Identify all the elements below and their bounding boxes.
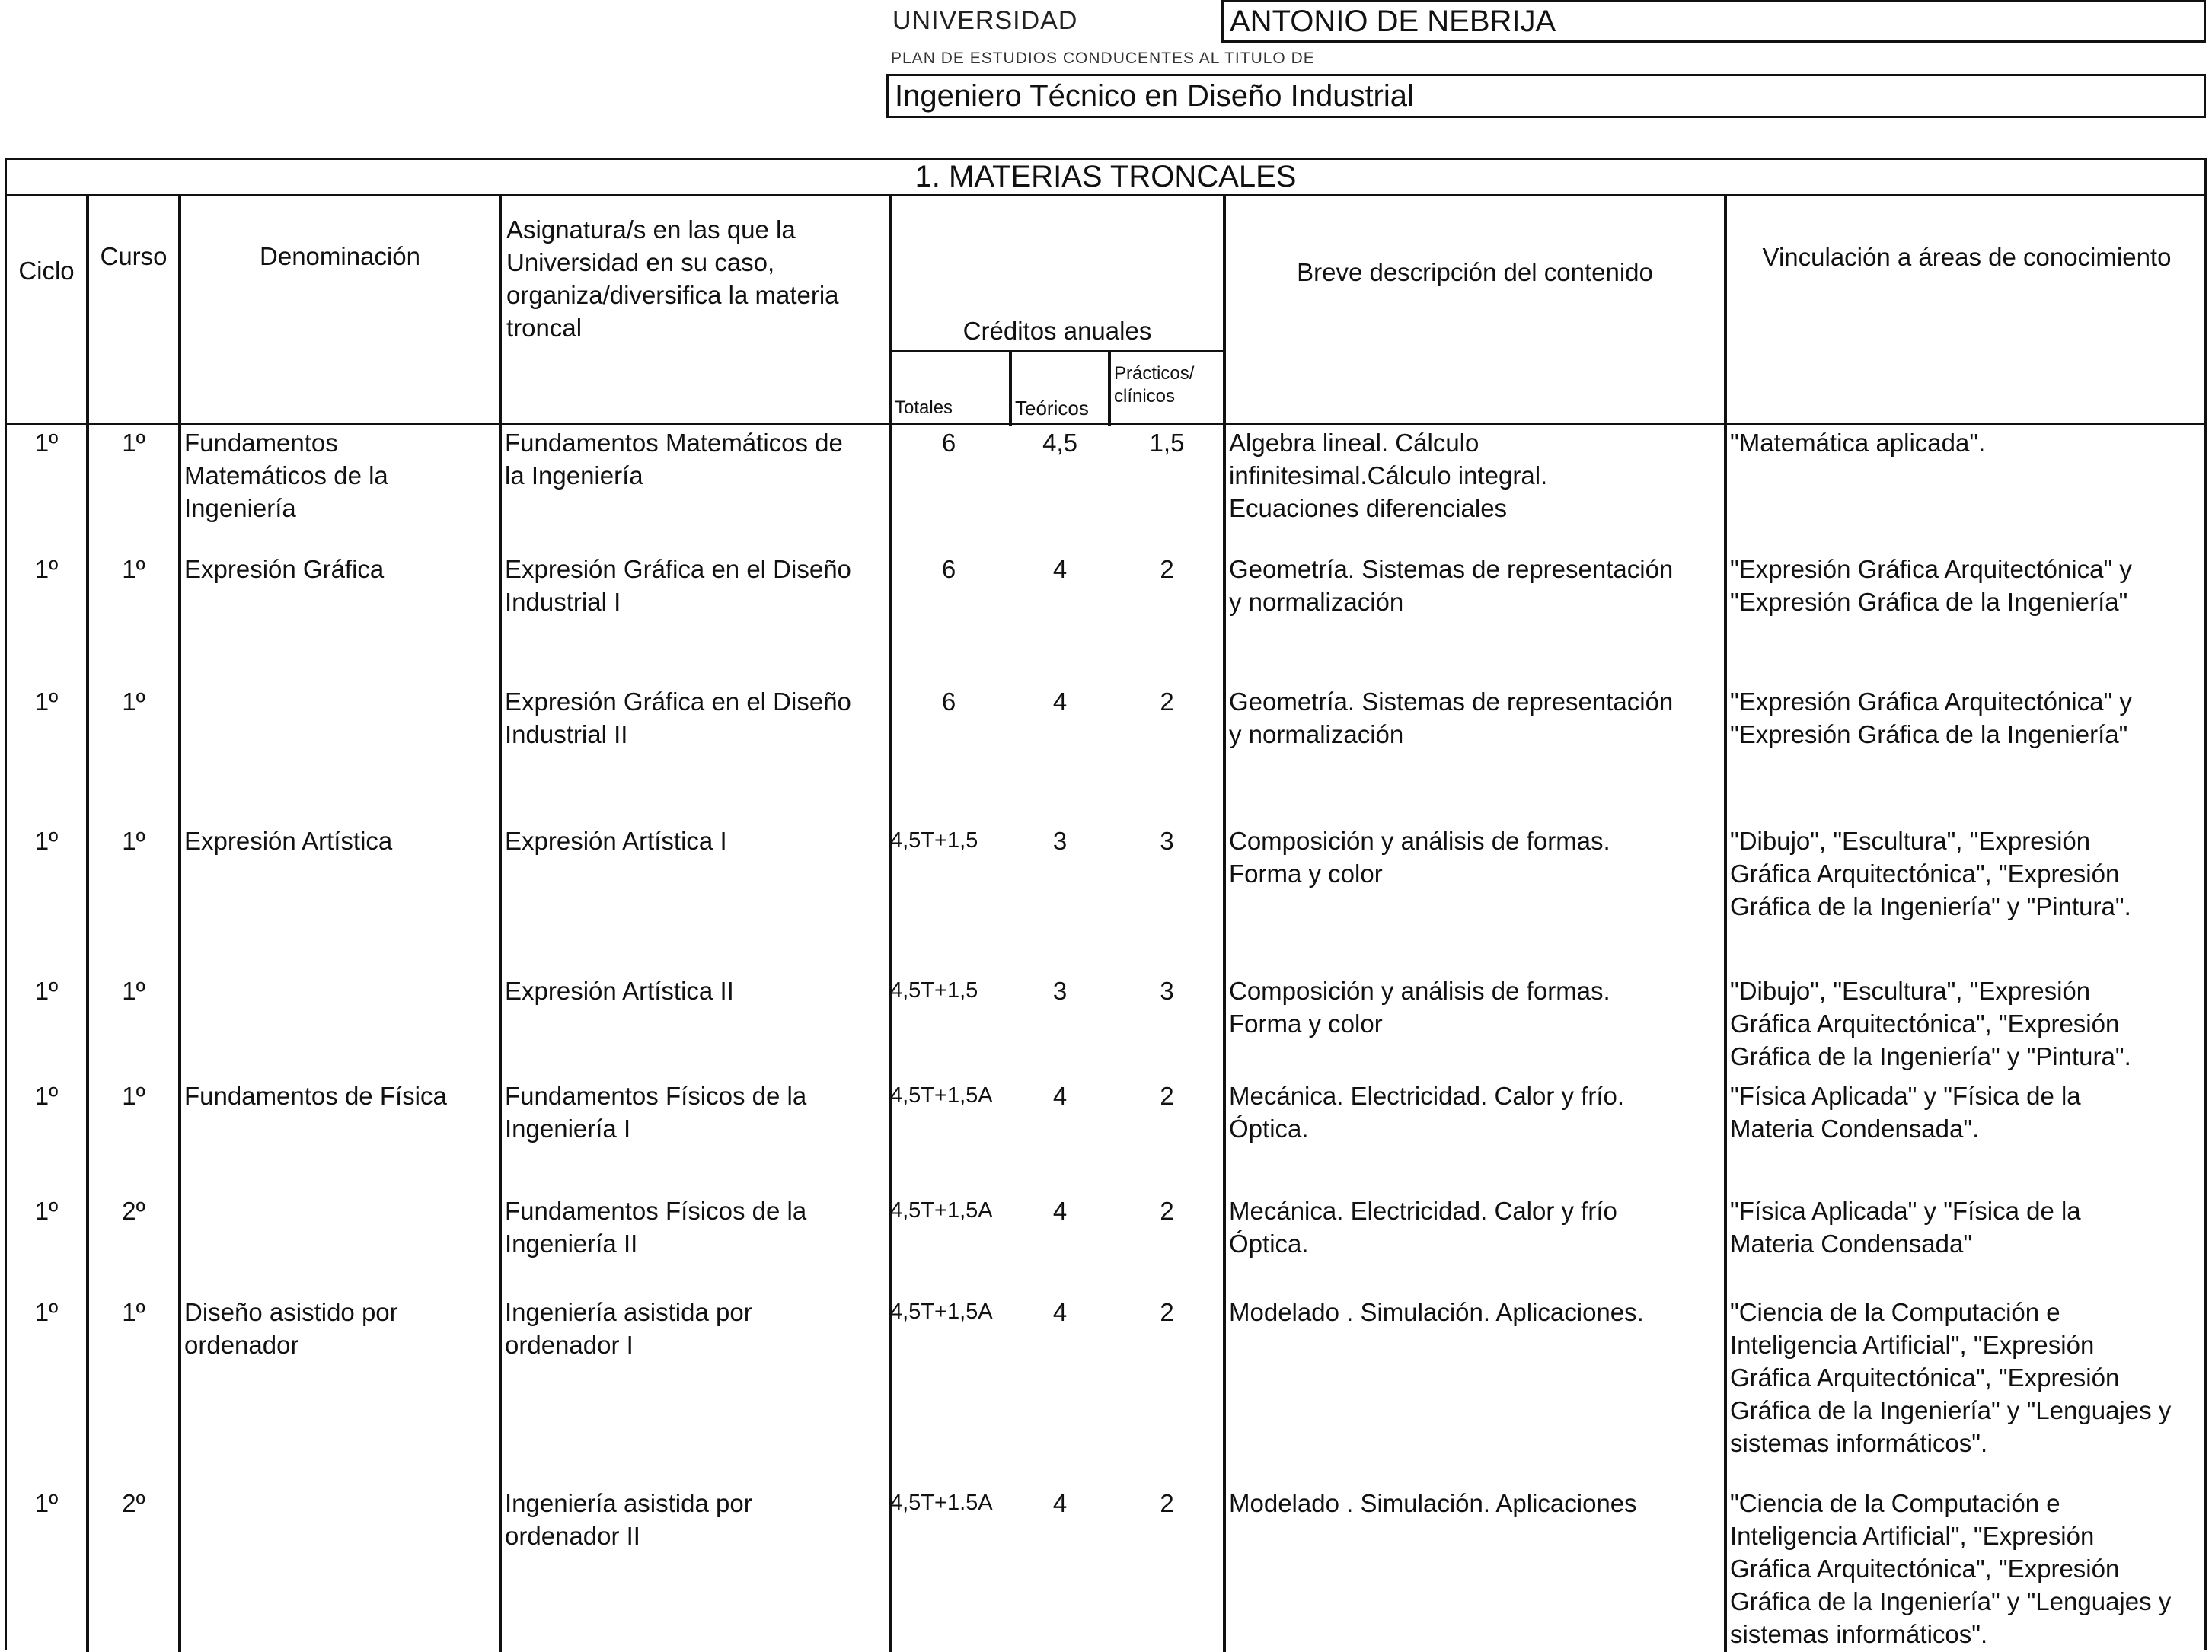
- header-teoricos: Teóricos: [1015, 397, 1089, 419]
- cell-totales: 4,5T+1,5A: [890, 1083, 993, 1108]
- cell-teoricos: 4: [1052, 1197, 1068, 1225]
- cell-practicos: 3: [1160, 977, 1174, 1005]
- cell-ciclo: 1º: [34, 827, 59, 855]
- cell-descripcion: Modelado . Simulación. Aplicaciones: [1229, 1489, 1637, 1517]
- header-practicos: Prácticos/ clínicos: [1114, 363, 1195, 407]
- header-curso: Curso: [100, 242, 168, 270]
- cell-denominacion: Fundamentos Matemáticos de la Ingeniería: [184, 429, 388, 522]
- cell-asignatura: Fundamentos Físicos de la Ingeniería II: [505, 1197, 807, 1258]
- titulo-value: Ingeniero Técnico en Diseño Industrial: [886, 74, 2206, 118]
- col-divider: [1223, 194, 1226, 1652]
- cell-practicos: 1,5: [1149, 429, 1185, 457]
- col-divider: [1724, 194, 1727, 1652]
- cell-practicos: 2: [1160, 555, 1174, 583]
- cell-curso: 1º: [122, 977, 145, 1005]
- header-ciclo: Ciclo: [18, 257, 75, 285]
- cell-denominacion: Fundamentos de Física: [184, 1082, 447, 1110]
- cell-ciclo: 1º: [34, 977, 59, 1005]
- cell-ciclo: 1º: [34, 1197, 59, 1225]
- header-vinculacion: Vinculación a áreas de conocimiento: [1762, 243, 2172, 271]
- cell-ciclo: 1º: [34, 1489, 59, 1517]
- cell-descripcion: Composición y análisis de formas. Forma y color: [1229, 977, 1610, 1038]
- cell-ciclo: 1º: [34, 687, 59, 716]
- cell-teoricos: 4: [1052, 1082, 1068, 1110]
- cell-vinculacion: "Matemática aplicada".: [1730, 429, 1986, 457]
- cell-denominacion: Expresión Artística: [184, 827, 393, 855]
- cell-curso: 2º: [122, 1197, 145, 1225]
- cell-teoricos: 4: [1052, 555, 1068, 583]
- cell-totales: 4,5T+1.5A: [890, 1491, 993, 1515]
- cell-totales: 6: [941, 687, 956, 716]
- cell-curso: 1º: [122, 1298, 145, 1326]
- cell-denominacion: Expresión Gráfica: [184, 555, 385, 583]
- table-title: 1. MATERIAS TRONCALES: [7, 160, 2204, 196]
- cell-practicos: 2: [1160, 1489, 1174, 1517]
- col-divider: [1108, 350, 1111, 426]
- cell-asignatura: Fundamentos Matemáticos de la Ingeniería: [505, 429, 843, 490]
- cell-descripcion: Geometría. Sistemas de representación y normalización: [1229, 555, 1674, 616]
- col-divider: [1009, 350, 1012, 426]
- cell-ciclo: 1º: [34, 1082, 59, 1110]
- cell-vinculacion: "Dibujo", "Escultura", "Expresión Gráfica Arquitectónica", "Expresión Gráfica de la Ingeniería" y "Pintura".: [1730, 977, 2131, 1070]
- cell-teoricos: 3: [1052, 977, 1068, 1005]
- cell-vinculacion: "Dibujo", "Escultura", "Expresión Gráfica Arquitectónica", "Expresión Gráfica de la Ingeniería" y "Pintura".: [1730, 827, 2131, 920]
- universidad-value: ANTONIO DE NEBRIJA: [1221, 0, 2206, 43]
- cell-practicos: 2: [1160, 1298, 1174, 1326]
- plan-label: PLAN DE ESTUDIOS CONDUCENTES AL TITULO DE: [891, 49, 1315, 67]
- universidad-label: UNIVERSIDAD: [892, 6, 1078, 35]
- cell-totales: 4,5T+1,5: [890, 978, 978, 1003]
- cell-descripcion: Geometría. Sistemas de representación y normalización: [1229, 687, 1674, 748]
- cell-curso: 1º: [122, 687, 145, 716]
- cell-asignatura: Expresión Gráfica en el Diseño Industrial II: [505, 687, 851, 748]
- cell-ciclo: 1º: [34, 429, 59, 457]
- cell-vinculacion: "Física Aplicada" y "Física de la Materia Condensada": [1730, 1197, 2081, 1258]
- cell-vinculacion: "Expresión Gráfica Arquitectónica" y "Expresión Gráfica de la Ingeniería": [1730, 555, 2132, 616]
- col-divider: [499, 194, 502, 1652]
- cell-asignatura: Expresión Gráfica en el Diseño Industrial I: [505, 555, 851, 616]
- cell-curso: 2º: [122, 1489, 145, 1517]
- cell-curso: 1º: [122, 827, 145, 855]
- cell-totales: 4,5T+1,5A: [890, 1300, 993, 1324]
- cell-teoricos: 4,5: [1042, 429, 1077, 457]
- cell-asignatura: Ingeniería asistida por ordenador II: [505, 1489, 752, 1550]
- cell-practicos: 2: [1160, 1197, 1174, 1225]
- cell-totales: 4,5T+1,5A: [890, 1198, 993, 1223]
- col-divider: [889, 194, 892, 1652]
- cell-curso: 1º: [122, 429, 145, 457]
- creditos-divider: [889, 350, 1223, 352]
- cell-ciclo: 1º: [34, 1298, 59, 1326]
- cell-curso: 1º: [122, 1082, 145, 1110]
- cell-denominacion: Diseño asistido por ordenador: [184, 1298, 398, 1359]
- cell-totales: 6: [941, 429, 956, 457]
- cell-vinculacion: "Expresión Gráfica Arquitectónica" y "Expresión Gráfica de la Ingeniería": [1730, 687, 2132, 748]
- col-divider: [178, 194, 181, 1652]
- cell-asignatura: Expresión Artística I: [505, 827, 727, 855]
- cell-descripcion: Mecánica. Electricidad. Calor y frío Óptica.: [1229, 1197, 1617, 1258]
- cell-totales: 4,5T+1,5: [890, 828, 978, 853]
- cell-teoricos: 3: [1052, 827, 1068, 855]
- cell-descripcion: Mecánica. Electricidad. Calor y frío. Óptica.: [1229, 1082, 1625, 1143]
- header-creditos: Créditos anuales: [962, 317, 1152, 345]
- materias-troncales-table: [5, 158, 2207, 1650]
- cell-curso: 1º: [122, 555, 145, 583]
- cell-vinculacion: "Ciencia de la Computación e Inteligencia Artificial", "Expresión Gráfica Arquitectónica", "Expresión Gráfica de la Ingeniería" y "Lenguajes y sistemas informáticos".: [1730, 1298, 2172, 1457]
- cell-asignatura: Fundamentos Físicos de la Ingeniería I: [505, 1082, 807, 1143]
- header-asignaturas: Asignatura/s en las que la Universidad en su caso, organiza/diversifica la materia troncal: [506, 215, 839, 342]
- cell-vinculacion: "Ciencia de la Computación e Inteligencia Artificial", "Expresión Gráfica Arquitectónica", "Expresión Gráfica de la Ingeniería" y "Lenguajes y sistemas informáticos".: [1730, 1489, 2172, 1648]
- cell-asignatura: Expresión Artística II: [505, 977, 734, 1005]
- cell-asignatura: Ingeniería asistida por ordenador I: [505, 1298, 752, 1359]
- cell-descripcion: Modelado . Simulación. Aplicaciones.: [1229, 1298, 1644, 1326]
- cell-totales: 6: [941, 555, 956, 583]
- header-bottom-line: [7, 423, 2204, 425]
- cell-vinculacion: "Física Aplicada" y "Física de la Materia Condensada".: [1730, 1082, 2081, 1143]
- cell-teoricos: 4: [1052, 1298, 1068, 1326]
- cell-practicos: 2: [1160, 1082, 1174, 1110]
- header-descripcion: Breve descripción del contenido: [1297, 258, 1653, 286]
- cell-ciclo: 1º: [34, 555, 59, 583]
- cell-practicos: 2: [1160, 687, 1174, 716]
- header-totales: Totales: [895, 397, 953, 418]
- cell-teoricos: 4: [1052, 687, 1068, 716]
- cell-descripcion: Composición y análisis de formas. Forma y color: [1229, 827, 1610, 888]
- cell-descripcion: Algebra lineal. Cálculo infinitesimal.Cálculo integral. Ecuaciones diferenciales: [1229, 429, 1548, 522]
- cell-teoricos: 4: [1052, 1489, 1068, 1517]
- col-divider: [86, 194, 89, 1652]
- cell-practicos: 3: [1160, 827, 1174, 855]
- header-denominacion: Denominación: [260, 242, 420, 270]
